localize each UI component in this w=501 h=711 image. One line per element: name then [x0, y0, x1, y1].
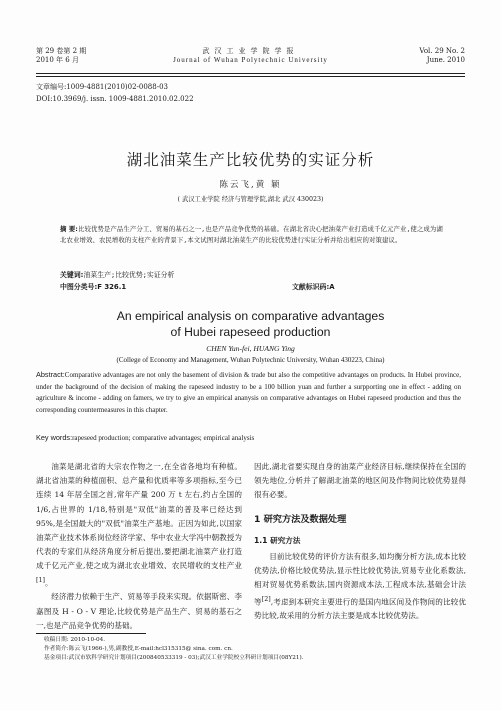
header-volume-en: Vol. 29 No. 2: [419, 47, 465, 55]
article-number: 文章编号:1009-4881(2010)02-0088-03: [36, 83, 168, 91]
header-volume: 第 29 卷第 2 期: [36, 47, 87, 55]
header-date-en: June. 2010: [426, 56, 465, 64]
header-journal-cn: 武汉工业学院学报: [202, 47, 299, 55]
body-paragraph: 因此,湖北省要实现自身的油菜产业经济目标,继续保持在全国的领先地位,分析并了解湖北油菜的地区间及作物间比较优势显得很有必要。: [254, 462, 466, 500]
header-journal: [36, 47, 465, 65]
keywords-cn: [60, 269, 174, 279]
document-code: 文献标识码:A: [292, 283, 335, 291]
footnote-received: 收稿日期: 2010-10-04.: [44, 637, 106, 643]
keywords-en-label: Key words:: [36, 433, 73, 442]
affiliation-en: (College of Economy and Management, Wuhan Polytechnic University, Wuhan 430223, China): [116, 356, 385, 364]
abstract-cn: [60, 224, 447, 246]
keywords-cn-label: 关键词:: [60, 271, 84, 279]
header-journal-en: Journal of Wuhan Polytechnic University: [173, 56, 328, 64]
abstract-cn-text: 比较优势是产品生产分工、贸易的基石之一,也是产品竞争优势的基础。在湖北省决心把油菜产业打造成千亿元产业,使之成为湖北农业增效、农民增收的支柱产业的背景下,本文试图对湖北油菜生产的比较优势进行实证分析并给出相应的对策建议。: [60, 225, 443, 244]
footnote-rule: [36, 633, 146, 634]
affiliation-cn: ( 武汉工业学院 经济与管理学院,湖北 武汉 430023): [177, 196, 324, 203]
doi: DOI:10.3969/j. issn. 1009-4881.2010.02.022: [36, 95, 194, 103]
clc-number: 中图分类号:F 326.1: [60, 283, 127, 291]
abstract-en-text: Comparative advantages are not only the basement of division & trade but also the competitive advantages on products. In Hubei province, under the background of the decision of making the rapeseed industry to be a 100 billion yuan and further a surpporting one in effect - adding on agriculture & income - adding on famers, we try to give an empirical ananysis on comparative advantages on Hubei rapeseed production and thus the corresponding countermeasures in this chapter.: [36, 371, 461, 414]
footnote-author: 作者简介:陈云飞(1966-),男,副教授,E-mail:hcl315315@ sina. com. cn.: [44, 646, 233, 652]
header-rule-thick: [36, 73, 465, 74]
body-paragraph: 目前比较优势的评价方法有很多,如均衡分析方法,成本比较优势法,价格比较优势法,显示性比较优势法,贸易专业化系数法,相对贸易优势系数法,国内资源成本法,工程成本法,基础会计法等[2],考虑到本研究主要进行的是国内地区间及作物间的比较优势比较,故采用的分析方法主要是成本比较优势法。: [254, 552, 466, 621]
header-rule-thin: [36, 76, 465, 77]
footnote-fund: 基金项目:武汉市软科学研究计划项目(200840533319 - 03);武汉工业学院校立科研计划项目(08Y21).: [44, 655, 304, 661]
classification: [60, 281, 447, 291]
abstract-en: [36, 369, 461, 416]
keywords-en-text: rapeseed production; comparative advantages; empirical analysis: [72, 434, 255, 442]
paper-title-en-line1: An empirical analysis on comparative advantages: [116, 309, 385, 323]
section-heading: 1 研究方法及数据处理: [254, 513, 347, 525]
header-date: 2010 年 6 月: [36, 56, 79, 64]
abstract-en-label: Abstract:: [36, 370, 65, 379]
keywords-cn-text: 油菜生产;比较优势;实证分析: [83, 271, 175, 279]
body-column-right: [254, 460, 466, 624]
paper-title-cn: 湖北油菜生产比较优势的实证分析: [126, 151, 375, 169]
authors-en: CHEN Yun-fei, HUANG Ying: [206, 344, 295, 353]
header-issue-en: [419, 47, 465, 65]
citation-ref[interactable]: [2]: [261, 595, 271, 603]
body-paragraph: 油菜是湖北省的大宗农作物之一,在全省各地均有种植。湖北省油菜的种植面积、总产量和优质率等多项指标,至今已连续 14 年居全国之首,常年产量 200 万 t 左右,约占全国的 1/6,占世界的 1/18,特别是"双低"油菜的普及率已经达到 95%,是全国最大的"双低"油菜生产基地。正因为如此,以国家油菜产业技术体系岗位经济学家、华中农业大学冯中朝教授为代表的专家们从经济角度分析后提出,要把湖北油菜产业打造成千亿元产业,使之成为湖北农业增效、农民增收的支柱产业[1]。: [36, 462, 242, 588]
authors-cn: 陈云飞,黄 颖: [219, 180, 282, 190]
running-header: [36, 47, 465, 73]
body-paragraph: 经济潜力依赖于生产、贸易等手段来实现。依据斯密、李嘉图及 H - O - V 理论,比较优势是产品生产、贸易的基石之一,也是产品竞争优势的基础。: [36, 592, 242, 630]
abstract-cn-label: 摘 要:: [60, 225, 78, 233]
body-column-left: [36, 460, 242, 633]
paper-title-en-line2: of Hubei rapeseed production: [170, 325, 331, 339]
subsection-heading: 1.1 研究方法: [254, 535, 301, 545]
citation-ref[interactable]: [1]: [36, 576, 45, 584]
keywords-en: [36, 433, 461, 442]
